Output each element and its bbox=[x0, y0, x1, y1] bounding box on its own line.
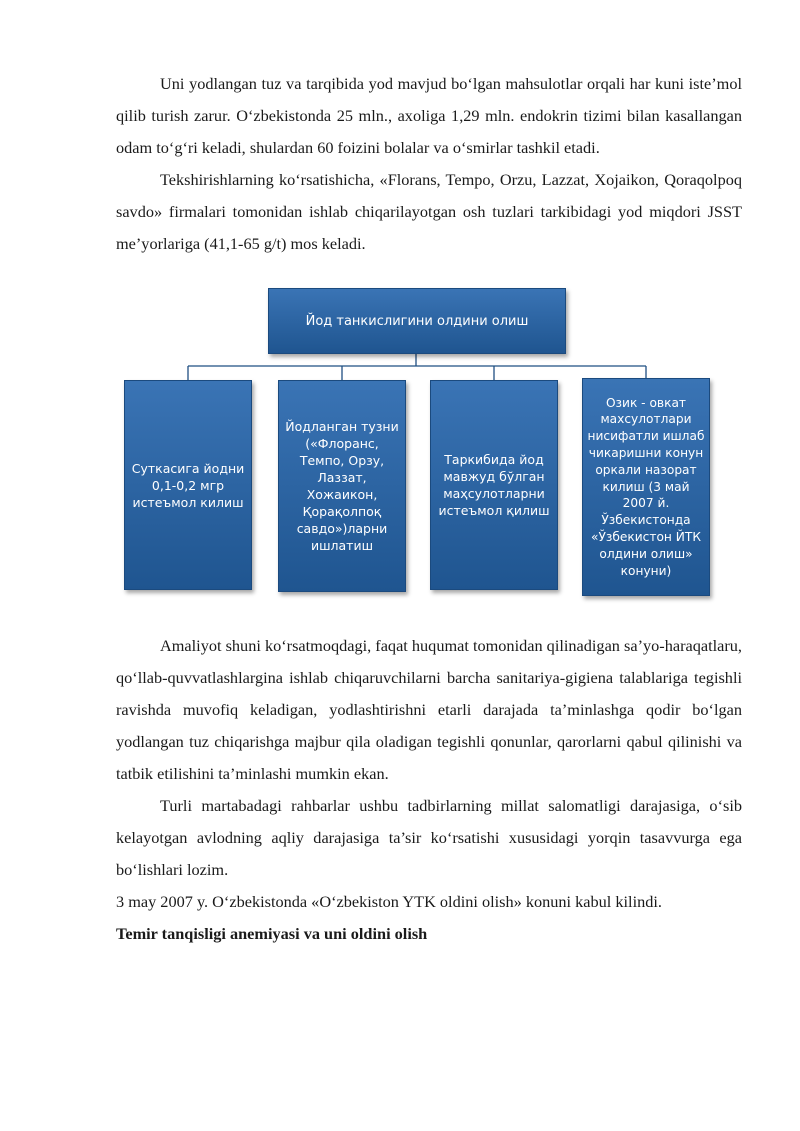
diagram-child-daily-iodine: Суткасига йодни 0,1-0,2 мгр истеъмол килиш bbox=[124, 380, 252, 590]
diagram-child-iodized-salt: Йодланган тузни («Флоранс, Темпо, Орзу, Лаззат, Хожаикон, Қорақолпоқ савдо»)ларни ишлатиш bbox=[278, 380, 406, 592]
document-page bbox=[116, 68, 742, 950]
diagram-child-iodine-products: Таркибида йод мавжуд бўлган маҳсулотларни истеъмол қилиш bbox=[430, 380, 558, 590]
paragraph-iodized-salt: Uni yodlangan tuz va tarqibida yod mavjud bo‘lgan mahsulotlar orqali har kuni iste’mol qilib turish zarur. O‘zbekistonda 25 mln., axoliga 1,29 mln. endokrin tizimi bilan kasallangan odam to‘g‘ri keladi, shulardan 60 foizini bolalar va o‘smirlar tashkil etadi. bbox=[116, 74, 742, 157]
diagram-root-box: Йод танкислигини олдини олиш bbox=[268, 288, 566, 354]
section-heading: Temir tanqisligi anemiyasi va uni oldini olish bbox=[116, 924, 428, 943]
paragraph-inspections: Tekshirishlarning ko‘rsatishicha, «Florans, Tempo, Orzu, Lazzat, Xojaikon, Qoraqolpoq savdo» firmalari tomonidan ishlab chiqarilayotgan osh tuzlari tarkibidagi yod miqdori JSST me’yorlariga (41,1-65 g/t) mos keladi. bbox=[116, 170, 742, 253]
paragraph-law-adopted: 3 may 2007 y. O‘zbekistonda «O‘zbekiston YTK oldini olish» konuni kabul kilindi. bbox=[116, 892, 662, 911]
paragraph-government-actions: Amaliyot shuni ko‘rsatmoqdagi, faqat huqumat tomonidan qilinadigan sa’yo-haraqatlaru, qo‘llab-quvvatlashlargina ishlab chiqaruvchilarni barcha sanitariya-gigiena talablariga tegishli ravishda muvofiq keladigan, yodlashtirishni etarli darajada ta’minlashga qodir bo‘lgan yodlangan tuz chiqarishga majbur qila oladigan tegishli qonunlar, qarorlarni qabul qilinishi va tatbik etilishini ta’minlashi mumkin ekan. bbox=[116, 636, 742, 783]
iodine-prevention-diagram bbox=[116, 284, 742, 620]
diagram-child-law-control: Озик - овкат махсулотлари нисифатли ишлаб чикаришни конун оркали назорат килиш (3 май 2007 й. Ўзбекистонда «Ўзбекистон ЙТК олдини олиш» конуни) bbox=[582, 378, 710, 596]
paragraph-leaders: Turli martabadagi rahbarlar ushbu tadbirlarning millat salomatligi darajasiga, o‘sib kelayotgan avlodning aqliy darajasiga ta’sir ko‘rsatishi xususidagi yorqin tasavvurga ega bo‘lishlari lozim. bbox=[116, 796, 742, 879]
